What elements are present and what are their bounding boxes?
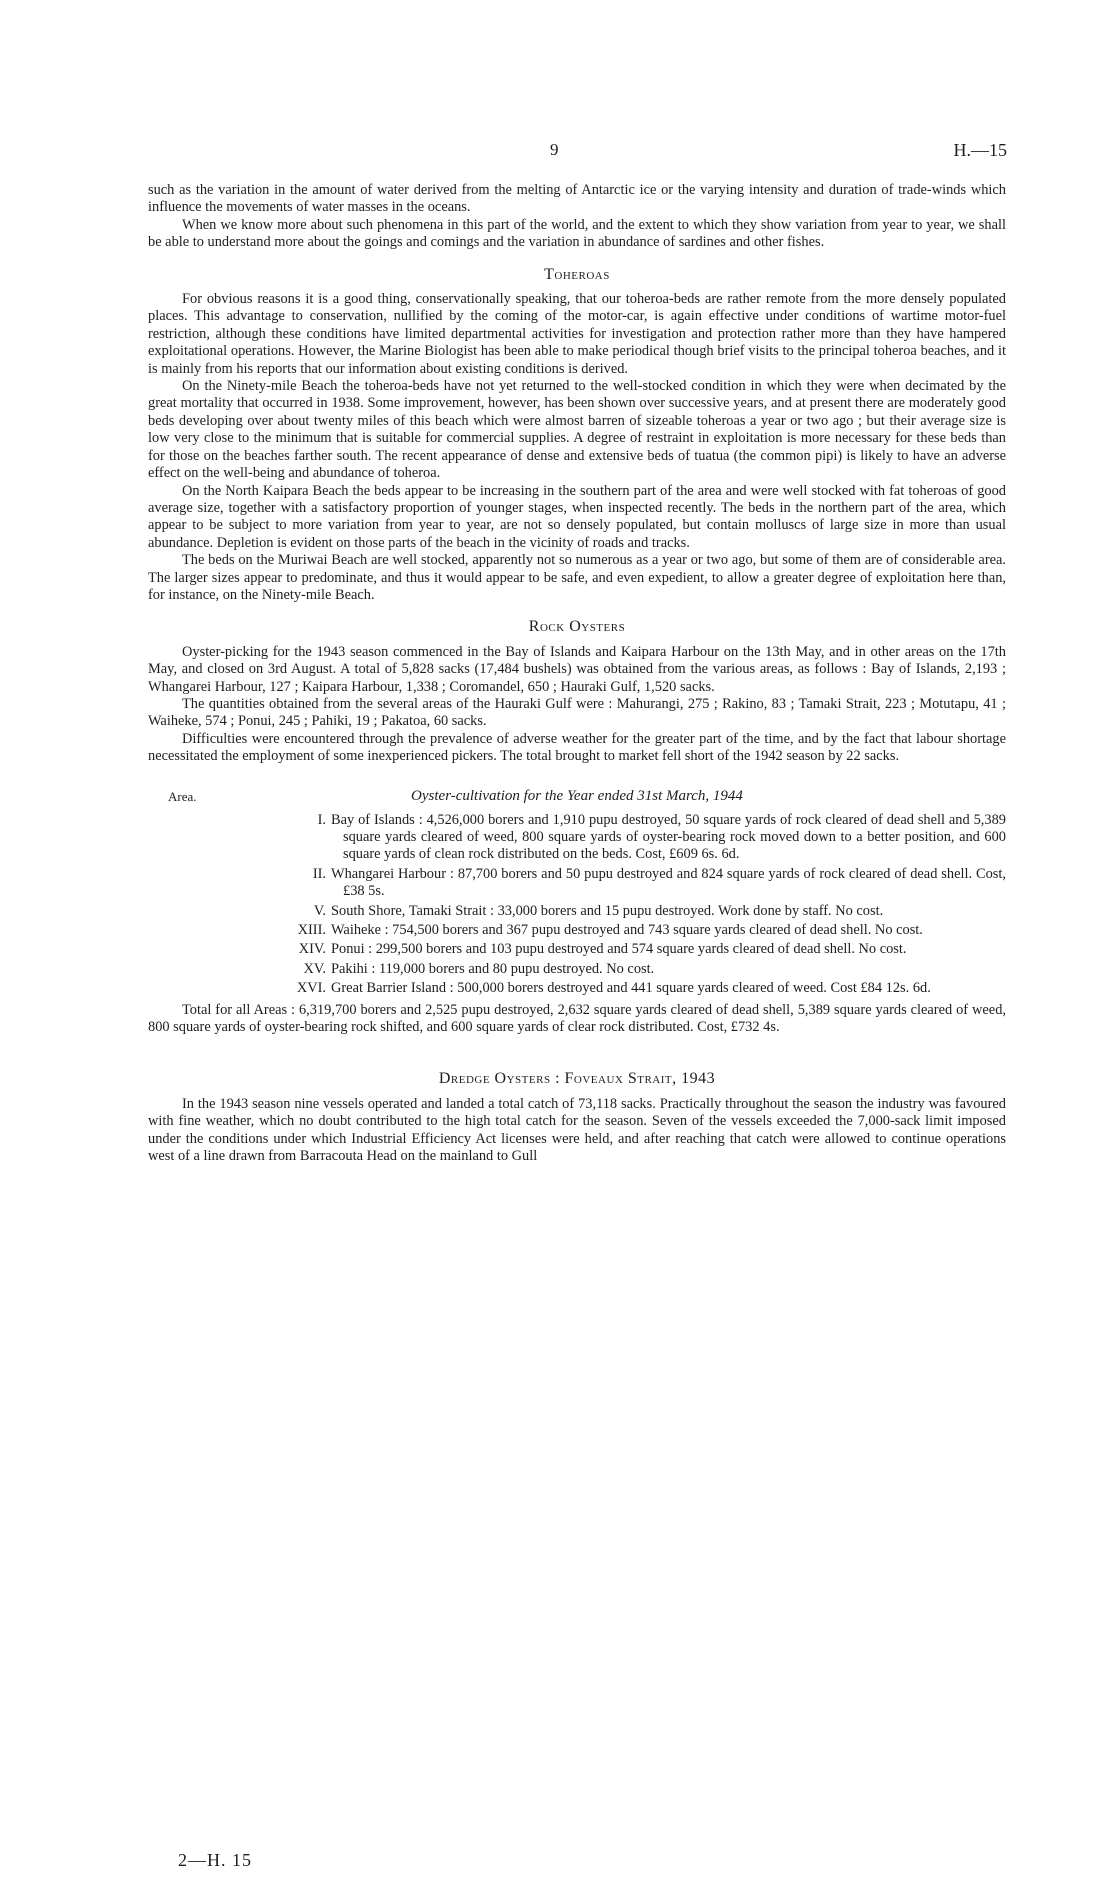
intro-paragraph-2: When we know more about such phenomena in this part of the world, and the extent to which they show variation from year to year, we shall be able to understand more about the goings and comings and the variation in abundance of sardines and other fishes.	[148, 216, 1006, 251]
area-description: Waiheke : 754,500 borers and 367 pupu destroyed and 743 square yards cleared of dead shell. No cost.	[331, 922, 923, 939]
rock-oysters-paragraph-2: The quantities obtained from the several areas of the Hauraki Gulf were : Mahurangi, 275 ; Rakino, 83 ; Tamaki Strait, 223 ; Motutapu, 41 ; Waiheke, 574 ; Ponui, 245 ; Pahiki, 19 ; Pakatoa, 60 sacks.	[148, 695, 1006, 730]
toheroas-paragraph-1: For obvious reasons it is a good thing, conservationally speaking, that our toheroa-beds are rather remote from the more densely populated places. This advantage to conservation, nullified by the coming of the motor-car, is again effective under conditions of wartime motor-fuel restriction, although these conditions have limited departmental activities for investigation and protection rather more than they have hampered exploitational operations. However, the Marine Biologist has been able to make periodical though brief visits to the principal toheroa beaches, and it is mainly from his reports that our information about existing conditions is derived.	[148, 291, 1006, 377]
toheroas-heading: Toheroas	[544, 265, 610, 283]
toheroas-paragraph-3: On the North Kaipara Beach the beds appear to be increasing in the southern part of the area and were well stocked with fat toheroas of good average size, together with a satisfactory proportion of younger stages, when inspected recently. The beds in the northern part of the area, which appear to be subject to more variation from year to year, are not so densely populated, but contain molluscs of large size in more than usual abundance. Depletion is evident on those parts of the beach in the vicinity of roads and tracks.	[148, 482, 1006, 551]
cultivation-entry	[148, 903, 1006, 920]
intro-paragraph-1: such as the variation in the amount of water derived from the melting of Antarctic ice or the varying intensity and duration of trade-winds which influence the movements of water masses in the oceans.	[148, 182, 1006, 216]
cultivation-entry	[148, 812, 1006, 864]
page-number: 9	[550, 140, 559, 159]
document-reference: H.—15	[953, 140, 1007, 160]
area-number: XVI.	[296, 980, 326, 997]
cultivation-title: Oyster-cultivation for the Year ended 31st March, 1944	[411, 787, 743, 804]
cultivation-total: Total for all Areas : 6,319,700 borers and 2,525 pupu destroyed, 2,632 square yards cleared of dead shell, 5,389 square yards cleared of weed, 800 square yards of oyster-bearing rock shifted, and 600 square yards of clear rock distributed. Cost, £732 4s.	[148, 1001, 1006, 1036]
cultivation-entry	[148, 980, 1006, 997]
rock-oysters-paragraph-3: Difficulties were encountered through the prevalence of adverse weather for the greater part of the time, and by the fact that labour shortage necessitated the employment of some inexperienced pickers. The total brought to market fell short of the 1942 season by 22 sacks.	[148, 730, 1006, 765]
area-description: Great Barrier Island : 500,000 borers destroyed and 441 square yards cleared of weed. Cost £84 12s. 6d.	[331, 980, 931, 997]
rock-oysters-paragraph-1: Oyster-picking for the 1943 season commenced in the Bay of Islands and Kaipara Harbour on the 13th May, and in other areas on the 17th May, and closed on 3rd August. A total of 5,828 sacks (17,484 bushels) was obtained from the various areas, as follows : Bay of Islands, 2,193 ; Whangarei Harbour, 127 ; Kaipara Harbour, 1,338 ; Coromandel, 650 ; Hauraki Gulf, 1,520 sacks.	[148, 643, 1006, 695]
area-description: South Shore, Tamaki Strait : 33,000 borers and 15 pupu destroyed. Work done by staff. No cost.	[331, 902, 884, 919]
area-number: I.	[317, 811, 326, 828]
toheroas-paragraph-2: On the Ninety-mile Beach the toheroa-beds have not yet returned to the well-stocked condition in which they were when decimated by the great mortality that occurred in 1938. Some improvement, however, has been shown over successive years, and at present there are moderately good beds developing over about twenty miles of this beach which were almost barren of sizeable toheroas a year or two ago ; but their average size is low very close to the minimum that is suitable for commercial supplies. A degree of restraint in exploitation is more necessary for these beds than for those on the beaches farther south. The recent appearance of dense and extensive beds of tuatua (the common pipi) is likely to have an adverse effect on the well-being and abundance of toheroa.	[148, 378, 1006, 482]
area-number: XV.	[303, 960, 326, 977]
toheroas-paragraph-4: The beds on the Muriwai Beach are well stocked, apparently not so numerous as a year or two ago, but some of them are of considerable area. The larger sizes appear to predominate, and thus it would appear to be safe, and even expedient, to allow a greater degree of exploitation here than, for instance, on the Ninety-mile Beach.	[148, 552, 1006, 603]
dredge-oysters-heading: Dredge Oysters : Foveaux Strait, 1943	[438, 1070, 716, 1088]
area-description: Ponui : 299,500 borers and 103 pupu destroyed and 574 square yards cleared of dead shell. No cost.	[331, 941, 907, 958]
cultivation-caption	[148, 788, 1006, 810]
area-number: XIII.	[297, 922, 326, 939]
cultivation-entry	[148, 941, 1006, 958]
page-body	[148, 182, 1006, 1166]
page-header	[0, 140, 1114, 166]
rock-oysters-heading: Rock Oysters	[528, 618, 626, 636]
signature-mark: 2—H. 15	[178, 1850, 252, 1870]
cultivation-entry	[148, 961, 1006, 978]
area-number: V.	[313, 902, 326, 919]
area-description: Bay of Islands : 4,526,000 borers and 1,910 pupu destroyed, 50 square yards of rock cleared of dead shell and 5,389 square yards cleared of weed, 800 square yards of oyster-bearing rock moved down to a better position, and 600 square yards of clean rock distributed on the beds. Cost, £609 6s. 6d.	[331, 811, 1006, 863]
cultivation-entry	[148, 866, 1006, 901]
cultivation-entry	[148, 922, 1006, 939]
dredge-oysters-paragraph: In the 1943 season nine vessels operated and landed a total catch of 73,118 sacks. Practically throughout the season the industry was favoured with fine weather, which no doubt contributed to the high total catch for the season. Seven of the vessels exceeded the 7,000-sack limit imposed under the conditions under which Industrial Efficiency Act licenses were held, and after reaching that catch were allowed to continue operations west of a line drawn from Barracouta Head on the mainland to Gull	[148, 1095, 1006, 1165]
area-column-label: Area.	[168, 788, 197, 804]
area-description: Pakihi : 119,000 borers and 80 pupu destroyed. No cost.	[331, 960, 655, 977]
area-number: II.	[312, 865, 326, 882]
area-description: Whangarei Harbour : 87,700 borers and 50 pupu destroyed and 824 square yards of rock cleared of dead shell. Cost, £38 5s.	[331, 865, 1006, 900]
area-number: XIV.	[298, 941, 326, 958]
